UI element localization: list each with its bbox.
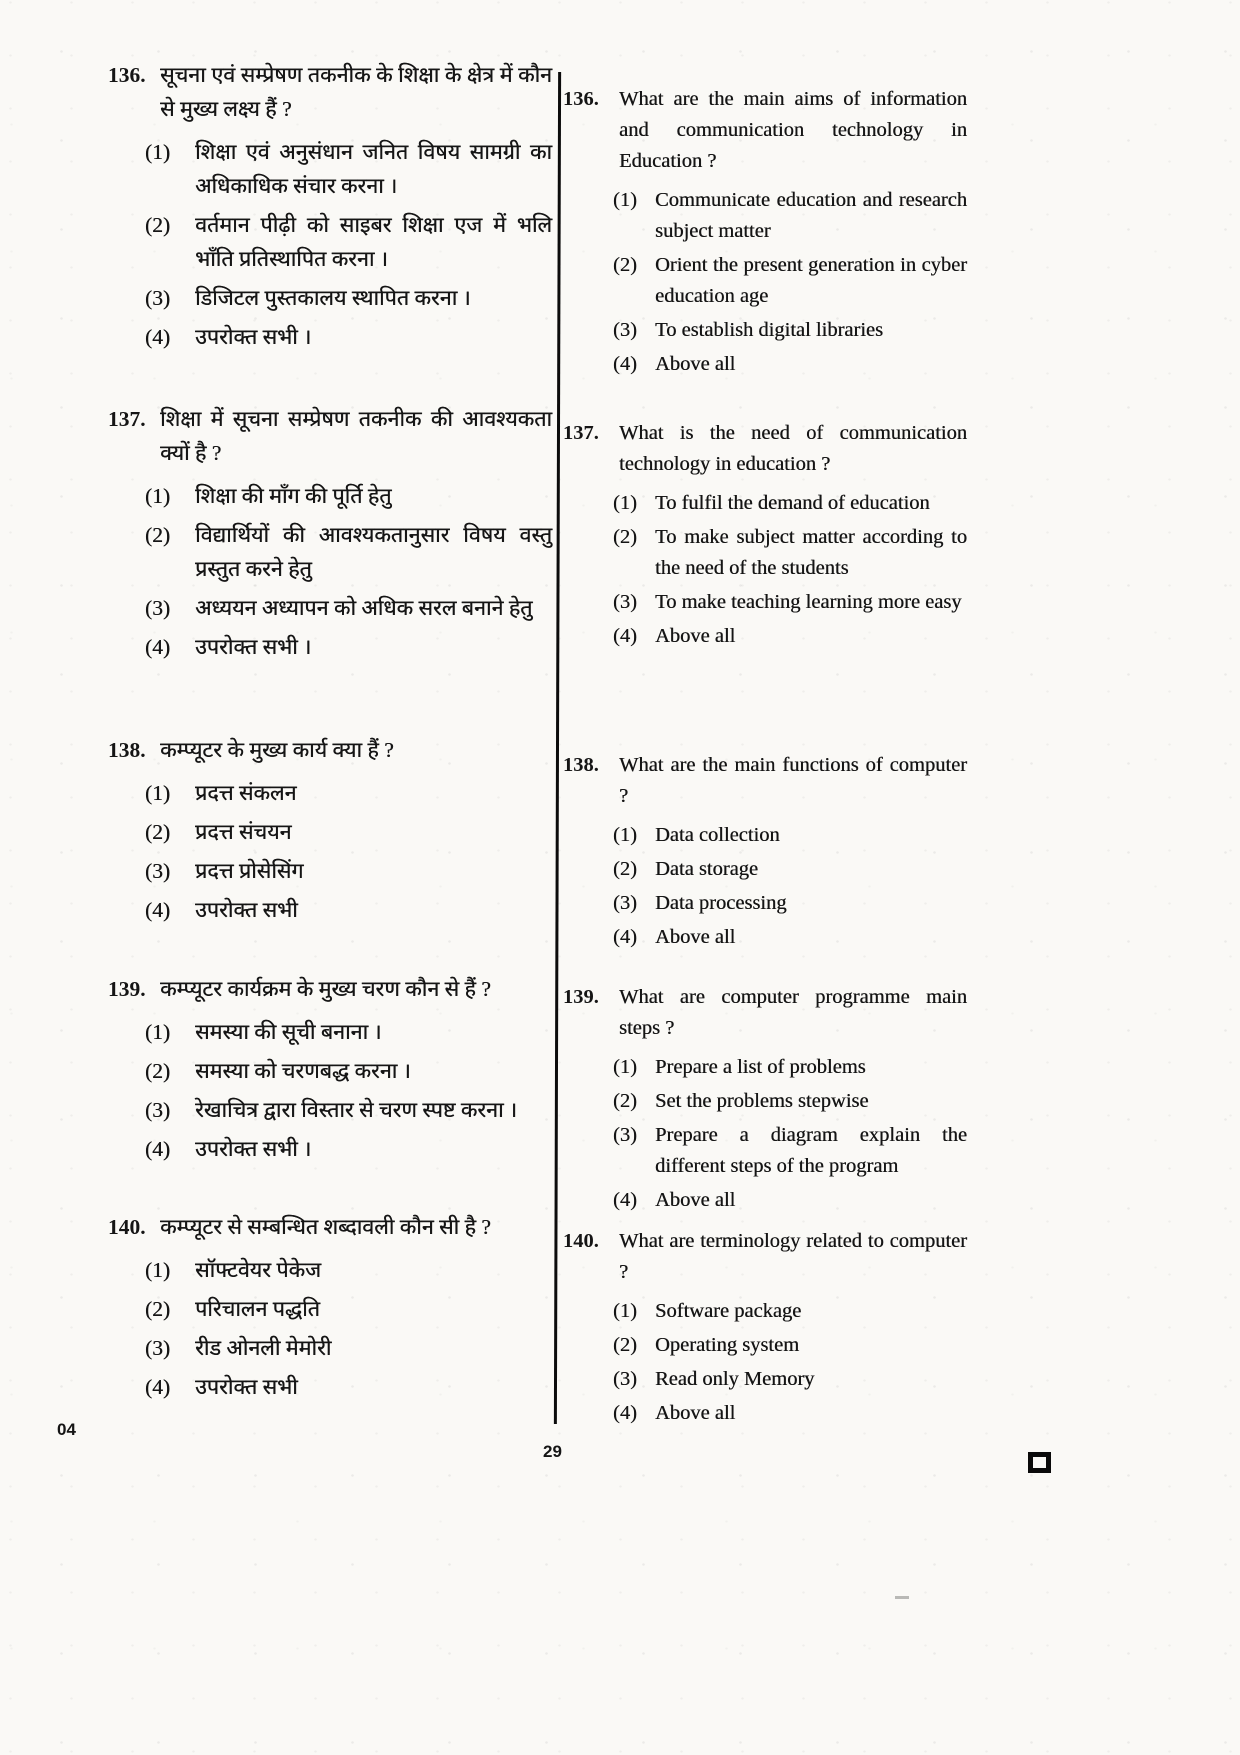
- option-text: Data processing: [655, 892, 787, 914]
- option-text: To make teaching learning more easy: [655, 591, 962, 613]
- option-text: उपरोक्त सभी ।: [195, 1137, 312, 1161]
- option-label: (4): [613, 625, 637, 647]
- option-item: [145, 1015, 552, 1049]
- option-label: (1): [145, 1020, 171, 1044]
- question-text: What are computer programme main steps ?: [619, 986, 967, 1039]
- page-number: 29: [543, 1442, 562, 1461]
- option-text: रीड ओनली मेमोरी: [195, 1336, 332, 1360]
- option-item: [613, 250, 967, 312]
- option-text: Software package: [655, 1300, 802, 1322]
- option-label: (3): [613, 892, 637, 914]
- option-label: (1): [145, 484, 171, 508]
- option-item: [145, 281, 552, 315]
- option-item: [145, 135, 552, 203]
- question-text: What is the need of communication technology in education ?: [619, 422, 967, 475]
- option-label: (2): [145, 1297, 171, 1321]
- option-text: Above all: [655, 926, 736, 948]
- option-text: Operating system: [655, 1334, 800, 1356]
- question-text: What are the main functions of computer ?: [619, 754, 967, 807]
- question-136-english: [563, 84, 967, 383]
- option-label: (2): [613, 1334, 637, 1356]
- question-number: 137.: [108, 407, 146, 431]
- option-label: (4): [145, 898, 171, 922]
- option-text: Above all: [655, 1189, 736, 1211]
- option-item: [613, 522, 967, 584]
- option-item: [145, 1331, 552, 1365]
- option-item: [613, 888, 967, 919]
- option-label: (2): [145, 1059, 171, 1083]
- option-text: उपरोक्त सभी ।: [195, 325, 312, 349]
- option-label: (2): [613, 254, 637, 276]
- option-text: Prepare a diagram explain the different steps of the program: [655, 1124, 967, 1177]
- option-text: Data storage: [655, 858, 759, 880]
- option-label: (1): [613, 1056, 637, 1078]
- question-text: कम्प्यूटर से सम्बन्धित शब्दावली कौन सी है ?: [160, 1215, 491, 1239]
- option-text: शिक्षा एवं अनुसंधान जनित विषय सामग्री का अधिकाधिक संचार करना ।: [195, 140, 552, 198]
- options-list: [613, 488, 967, 652]
- option-label: (3): [613, 1368, 637, 1390]
- option-text: To make subject matter according to the need of the students: [655, 526, 967, 579]
- question-139-hindi: [108, 972, 552, 1171]
- option-label: (4): [613, 1402, 637, 1424]
- option-item: [145, 1054, 552, 1088]
- question-number: 136.: [563, 88, 599, 110]
- option-item: [613, 1086, 967, 1117]
- option-text: समस्या की सूची बनाना ।: [195, 1020, 382, 1044]
- option-label: (4): [145, 635, 171, 659]
- option-item: [145, 776, 552, 810]
- option-label: (4): [145, 1137, 171, 1161]
- options-list: [613, 820, 967, 953]
- options-list: [145, 776, 552, 927]
- option-item: [613, 1120, 967, 1182]
- option-label: (3): [145, 286, 171, 310]
- options-list: [145, 479, 552, 664]
- option-text: उपरोक्त सभी: [195, 898, 298, 922]
- question-number: 138.: [563, 754, 599, 776]
- option-label: (3): [613, 591, 637, 613]
- option-label: (4): [613, 926, 637, 948]
- option-item: [613, 185, 967, 247]
- option-label: (3): [145, 1098, 171, 1122]
- option-label: (3): [613, 1124, 637, 1146]
- option-label: (3): [145, 596, 171, 620]
- question-text: कम्प्यूटर के मुख्य कार्य क्या हैं ?: [160, 738, 394, 762]
- end-of-section-square-icon: [1028, 1452, 1051, 1473]
- option-label: (1): [145, 781, 171, 805]
- option-label: (1): [613, 824, 637, 846]
- question-137-hindi: [108, 402, 552, 669]
- option-item: [145, 320, 552, 354]
- option-label: (2): [145, 523, 171, 547]
- option-text: शिक्षा की माँग की पूर्ति हेतु: [195, 484, 392, 508]
- question-139-english: [563, 982, 967, 1219]
- option-text: समस्या को चरणबद्ध करना ।: [195, 1059, 411, 1083]
- option-item: [613, 488, 967, 519]
- option-item: [613, 820, 967, 851]
- question-number: 138.: [108, 738, 146, 762]
- option-item: [145, 1253, 552, 1287]
- option-text: Above all: [655, 625, 736, 647]
- option-label: (4): [613, 353, 637, 375]
- option-item: [145, 815, 552, 849]
- option-item: [613, 1296, 967, 1327]
- options-list: [613, 1296, 967, 1429]
- option-label: (1): [145, 140, 171, 164]
- option-text: Orient the present generation in cyber education age: [655, 254, 967, 307]
- question-text: What are the main aims of information and communication technology in Education ?: [619, 88, 967, 172]
- option-item: [613, 1330, 967, 1361]
- question-number: 139.: [108, 977, 146, 1001]
- option-item: [145, 591, 552, 625]
- option-item: [145, 854, 552, 888]
- scan-noise-mark: [895, 1596, 909, 1599]
- option-text: प्रदत्त संकलन: [195, 781, 297, 805]
- option-label: (2): [613, 1090, 637, 1112]
- option-item: [145, 479, 552, 513]
- option-text: अध्ययन अध्यापन को अधिक सरल बनाने हेतु: [195, 596, 533, 620]
- option-text: Above all: [655, 1402, 736, 1424]
- option-item: [613, 1185, 967, 1216]
- option-item: [145, 1132, 552, 1166]
- option-item: [613, 315, 967, 346]
- option-item: [613, 1364, 967, 1395]
- option-label: (2): [145, 213, 171, 237]
- option-item: [613, 1398, 967, 1429]
- option-label: (3): [145, 1336, 171, 1360]
- option-text: To fulfil the demand of education: [655, 492, 930, 514]
- option-text: प्रदत्त संचयन: [195, 820, 292, 844]
- option-item: [145, 893, 552, 927]
- options-list: [145, 1015, 552, 1166]
- option-item: [145, 1093, 552, 1127]
- option-label: (2): [613, 526, 637, 548]
- option-label: (4): [613, 1189, 637, 1211]
- question-text: शिक्षा में सूचना सम्प्रेषण तकनीक की आवश्यकता क्यों है ?: [160, 407, 552, 465]
- option-item: [613, 922, 967, 953]
- question-137-english: [563, 418, 967, 655]
- question-138-hindi: [108, 733, 552, 932]
- column-divider: [554, 72, 561, 1424]
- option-label: (1): [613, 189, 637, 211]
- option-text: Read only Memory: [655, 1368, 815, 1390]
- option-label: (1): [613, 1300, 637, 1322]
- question-text: What are terminology related to computer ?: [619, 1230, 967, 1283]
- booklet-code: 04: [57, 1420, 76, 1439]
- question-138-english: [563, 750, 967, 956]
- option-label: (3): [145, 859, 171, 883]
- option-text: Data collection: [655, 824, 780, 846]
- option-item: [145, 630, 552, 664]
- option-label: (2): [145, 820, 171, 844]
- option-text: To establish digital libraries: [655, 319, 884, 341]
- question-140-english: [563, 1226, 967, 1432]
- option-item: [145, 1292, 552, 1326]
- option-text: उपरोक्त सभी: [195, 1375, 298, 1399]
- option-item: [613, 349, 967, 380]
- option-label: (1): [145, 1258, 171, 1282]
- option-label: (2): [613, 858, 637, 880]
- option-text: प्रदत्त प्रोसेसिंग: [195, 859, 304, 883]
- option-text: Communicate education and research subject matter: [655, 189, 967, 242]
- question-number: 140.: [563, 1230, 599, 1252]
- option-text: वर्तमान पीढ़ी को साइबर शिक्षा एज में भलि भाँति प्रतिस्थापित करना ।: [195, 213, 552, 271]
- option-text: विद्यार्थियों की आवश्यकतानुसार विषय वस्तु प्रस्तुत करने हेतु: [195, 523, 552, 581]
- option-text: परिचालन पद्धति: [195, 1297, 320, 1321]
- option-item: [145, 518, 552, 586]
- option-item: [613, 1052, 967, 1083]
- option-text: Set the problems stepwise: [655, 1090, 869, 1112]
- options-list: [613, 1052, 967, 1216]
- question-140-hindi: [108, 1210, 552, 1409]
- question-136-hindi: [108, 58, 552, 359]
- options-list: [613, 185, 967, 380]
- question-number: 139.: [563, 986, 599, 1008]
- option-text: Prepare a list of problems: [655, 1056, 866, 1078]
- question-text: सूचना एवं सम्प्रेषण तकनीक के शिक्षा के क्षेत्र में कौन से मुख्य लक्ष्य हैं ?: [160, 63, 552, 121]
- option-item: [613, 621, 967, 652]
- option-label: (1): [613, 492, 637, 514]
- option-item: [613, 854, 967, 885]
- question-number: 140.: [108, 1215, 146, 1239]
- options-list: [145, 135, 552, 354]
- question-number: 136.: [108, 63, 146, 87]
- option-label: (4): [145, 1375, 171, 1399]
- question-number: 137.: [563, 422, 599, 444]
- option-text: सॉफ्टवेयर पेकेज: [195, 1258, 321, 1282]
- option-text: Above all: [655, 353, 736, 375]
- option-text: डिजिटल पुस्तकालय स्थापित करना ।: [195, 286, 471, 310]
- option-text: रेखाचित्र द्वारा विस्तार से चरण स्पष्ट करना ।: [195, 1098, 518, 1122]
- option-item: [145, 208, 552, 276]
- options-list: [145, 1253, 552, 1404]
- question-text: कम्प्यूटर कार्यक्रम के मुख्य चरण कौन से हैं ?: [160, 977, 491, 1001]
- option-text: उपरोक्त सभी ।: [195, 635, 312, 659]
- option-label: (4): [145, 325, 171, 349]
- option-item: [145, 1370, 552, 1404]
- option-item: [613, 587, 967, 618]
- option-label: (3): [613, 319, 637, 341]
